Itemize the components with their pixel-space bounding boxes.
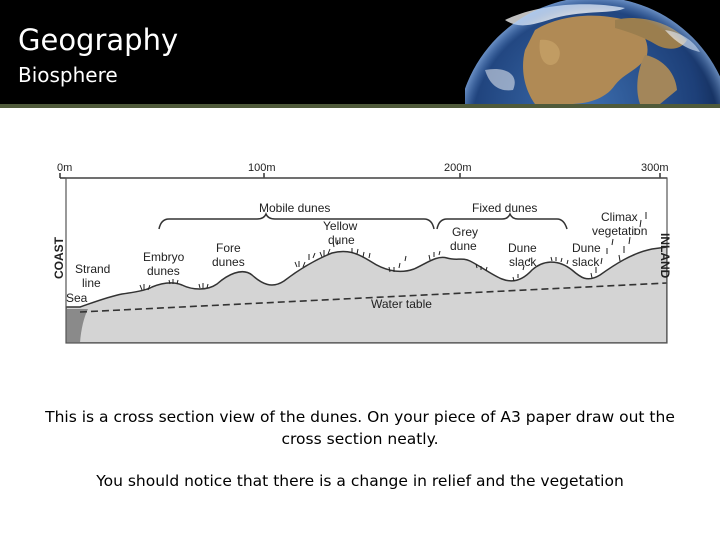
dune-cross-section-diagram [52, 157, 677, 347]
scale-label-200m: 200m [444, 162, 472, 174]
slide-subtitle: Biosphere [18, 63, 118, 87]
coast-label: COAST [52, 237, 66, 279]
slide-caption [40, 406, 680, 492]
climax-vegetation-label: Climax vegetation [592, 210, 648, 238]
yellow-dune-label: Yellow dune [323, 219, 358, 247]
grey-dune-label: Grey dune [450, 225, 479, 253]
slide-title: Geography [18, 23, 179, 57]
caption-observation: You should notice that there is a change in relief and the vegetation [96, 472, 624, 490]
sea-label: Sea [66, 291, 88, 305]
scale-label-300m: 300m [641, 162, 669, 174]
earth-globe-image [465, 0, 720, 104]
mobile-dunes-label: Mobile dunes [259, 201, 331, 215]
mobile-dunes-bracket [159, 214, 434, 229]
fore-dunes-label: Fore dunes [212, 241, 245, 269]
strand-line-label: Strand line [75, 262, 111, 290]
fixed-dunes-label: Fixed dunes [472, 201, 538, 215]
inland-label: INLAND [658, 233, 672, 279]
slide-header [0, 0, 720, 104]
scale-label-0m: 0m [57, 162, 73, 174]
header-stripe [0, 104, 720, 108]
water-table-label: Water table [371, 297, 432, 311]
scale-label-100m: 100m [248, 162, 276, 174]
dune-slack-2-label: Dune slack [572, 241, 601, 269]
caption-instruction: This is a cross section view of the dunes. On your piece of A3 paper draw out the cross section neatly. [45, 408, 675, 448]
dune-slack-1-label: Dune slack [508, 241, 537, 269]
embryo-dunes-label: Embryo dunes [143, 250, 185, 278]
